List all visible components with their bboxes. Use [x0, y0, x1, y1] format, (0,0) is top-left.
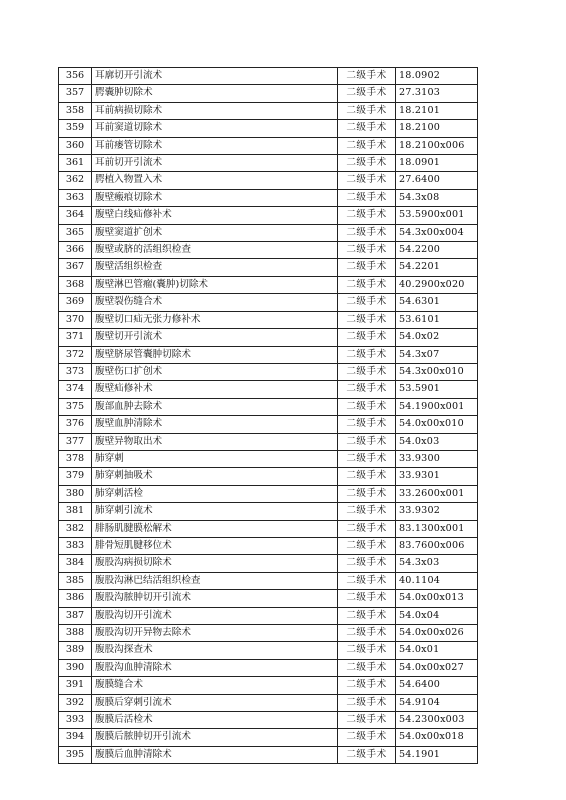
procedure-code-cell: 18.0902 [396, 68, 478, 85]
table-row [59, 207, 478, 224]
surgery-level-cell: 二级手术 [338, 155, 396, 172]
row-number-cell: 392 [59, 694, 92, 711]
procedure-name-cell: 腹壁白线疝修补术 [92, 207, 338, 224]
row-number-cell: 390 [59, 659, 92, 676]
row-number-cell: 394 [59, 729, 92, 746]
surgery-level-cell: 二级手术 [338, 189, 396, 206]
surgery-level-cell: 二级手术 [338, 537, 396, 554]
row-number-cell: 383 [59, 537, 92, 554]
procedure-name-cell: 腓肠肌腱膜松解术 [92, 520, 338, 537]
surgery-level-cell: 二级手术 [338, 329, 396, 346]
table-row [59, 485, 478, 502]
table-row [59, 450, 478, 467]
row-number-cell: 393 [59, 712, 92, 729]
surgery-level-cell: 二级手术 [338, 85, 396, 102]
surgery-level-cell: 二级手术 [338, 468, 396, 485]
surgery-level-cell: 二级手术 [338, 207, 396, 224]
row-number-cell: 379 [59, 468, 92, 485]
table-row [59, 120, 478, 137]
procedure-name-cell: 腹壁窦道扩创术 [92, 224, 338, 241]
table-row [59, 625, 478, 642]
surgery-level-cell: 二级手术 [338, 677, 396, 694]
row-number-cell: 375 [59, 398, 92, 415]
procedure-code-cell: 54.0x02 [396, 329, 478, 346]
document-page [58, 67, 478, 764]
procedure-name-cell: 腓骨短肌腱移位术 [92, 537, 338, 554]
procedure-table [58, 67, 478, 764]
row-number-cell: 387 [59, 607, 92, 624]
surgery-level-cell: 二级手术 [338, 68, 396, 85]
row-number-cell: 364 [59, 207, 92, 224]
procedure-code-cell: 54.3x08 [396, 189, 478, 206]
row-number-cell: 388 [59, 625, 92, 642]
surgery-level-cell: 二级手术 [338, 102, 396, 119]
procedure-code-cell: 83.1300x001 [396, 520, 478, 537]
row-number-cell: 370 [59, 311, 92, 328]
table-row [59, 224, 478, 241]
procedure-name-cell: 肺穿刺引流术 [92, 503, 338, 520]
row-number-cell: 382 [59, 520, 92, 537]
procedure-name-cell: 腹壁疝修补术 [92, 381, 338, 398]
procedure-name-cell: 耳前切开引流术 [92, 155, 338, 172]
row-number-cell: 373 [59, 363, 92, 380]
procedure-code-cell: 54.3x00x010 [396, 363, 478, 380]
row-number-cell: 377 [59, 433, 92, 450]
procedure-code-cell: 54.2300x003 [396, 712, 478, 729]
procedure-name-cell: 腹壁活组织检查 [92, 259, 338, 276]
table-row [59, 329, 478, 346]
row-number-cell: 378 [59, 450, 92, 467]
surgery-level-cell: 二级手术 [338, 363, 396, 380]
procedure-name-cell: 耳前窦道切除术 [92, 120, 338, 137]
procedure-name-cell: 腹股沟病损切除术 [92, 555, 338, 572]
table-row [59, 363, 478, 380]
table-row [59, 572, 478, 589]
row-number-cell: 380 [59, 485, 92, 502]
procedure-name-cell: 腹壁切开引流术 [92, 329, 338, 346]
table-row [59, 294, 478, 311]
surgery-level-cell: 二级手术 [338, 450, 396, 467]
procedure-name-cell: 腹膜后活检术 [92, 712, 338, 729]
procedure-code-cell: 40.1104 [396, 572, 478, 589]
procedure-code-cell: 54.0x00x010 [396, 416, 478, 433]
row-number-cell: 361 [59, 155, 92, 172]
surgery-level-cell: 二级手术 [338, 381, 396, 398]
table-row [59, 155, 478, 172]
row-number-cell: 366 [59, 242, 92, 259]
procedure-code-cell: 54.1901 [396, 746, 478, 763]
procedure-name-cell: 耳前瘘管切除术 [92, 137, 338, 154]
table-row [59, 416, 478, 433]
surgery-level-cell: 二级手术 [338, 416, 396, 433]
procedure-code-cell: 54.0x00x026 [396, 625, 478, 642]
row-number-cell: 357 [59, 85, 92, 102]
surgery-level-cell: 二级手术 [338, 520, 396, 537]
row-number-cell: 367 [59, 259, 92, 276]
table-row [59, 537, 478, 554]
procedure-code-cell: 18.2100 [396, 120, 478, 137]
procedure-name-cell: 腹壁或脐的活组织检查 [92, 242, 338, 259]
table-row [59, 642, 478, 659]
procedure-name-cell: 腹壁瘢痕切除术 [92, 189, 338, 206]
row-number-cell: 362 [59, 172, 92, 189]
procedure-name-cell: 腹壁淋巴管瘤(囊肿)切除术 [92, 276, 338, 293]
procedure-code-cell: 54.6301 [396, 294, 478, 311]
procedure-code-cell: 33.9300 [396, 450, 478, 467]
procedure-name-cell: 腹壁脐尿管囊肿切除术 [92, 346, 338, 363]
table-row [59, 468, 478, 485]
row-number-cell: 384 [59, 555, 92, 572]
surgery-level-cell: 二级手术 [338, 642, 396, 659]
row-number-cell: 359 [59, 120, 92, 137]
procedure-name-cell: 腹股沟切开异物去除术 [92, 625, 338, 642]
table-row [59, 68, 478, 85]
procedure-name-cell: 腹膜缝合术 [92, 677, 338, 694]
procedure-table-body [59, 68, 478, 764]
procedure-name-cell: 腹股沟脓肿切开引流术 [92, 590, 338, 607]
surgery-level-cell: 二级手术 [338, 555, 396, 572]
procedure-name-cell: 腹股沟淋巴结活组织检查 [92, 572, 338, 589]
procedure-code-cell: 53.6101 [396, 311, 478, 328]
procedure-name-cell: 腹壁裂伤缝合术 [92, 294, 338, 311]
table-row [59, 659, 478, 676]
table-row [59, 677, 478, 694]
row-number-cell: 395 [59, 746, 92, 763]
procedure-code-cell: 54.6400 [396, 677, 478, 694]
row-number-cell: 369 [59, 294, 92, 311]
surgery-level-cell: 二级手术 [338, 242, 396, 259]
table-row [59, 137, 478, 154]
table-row [59, 712, 478, 729]
row-number-cell: 360 [59, 137, 92, 154]
procedure-name-cell: 腹膜后血肿清除术 [92, 746, 338, 763]
table-row [59, 381, 478, 398]
table-row [59, 590, 478, 607]
surgery-level-cell: 二级手术 [338, 625, 396, 642]
surgery-level-cell: 二级手术 [338, 137, 396, 154]
procedure-code-cell: 33.9302 [396, 503, 478, 520]
procedure-name-cell: 腹膜后穿刺引流术 [92, 694, 338, 711]
procedure-code-cell: 54.0x00x013 [396, 590, 478, 607]
surgery-level-cell: 二级手术 [338, 694, 396, 711]
table-row [59, 276, 478, 293]
procedure-name-cell: 腹股沟探查术 [92, 642, 338, 659]
surgery-level-cell: 二级手术 [338, 712, 396, 729]
surgery-level-cell: 二级手术 [338, 294, 396, 311]
table-row [59, 85, 478, 102]
procedure-name-cell: 耳前病损切除术 [92, 102, 338, 119]
surgery-level-cell: 二级手术 [338, 346, 396, 363]
row-number-cell: 381 [59, 503, 92, 520]
procedure-code-cell: 54.9104 [396, 694, 478, 711]
procedure-code-cell: 54.3x03 [396, 555, 478, 572]
table-row [59, 729, 478, 746]
procedure-code-cell: 54.0x00x018 [396, 729, 478, 746]
row-number-cell: 372 [59, 346, 92, 363]
table-row [59, 433, 478, 450]
procedure-name-cell: 腭植入物置入术 [92, 172, 338, 189]
procedure-code-cell: 54.0x00x027 [396, 659, 478, 676]
procedure-name-cell: 腹壁异物取出术 [92, 433, 338, 450]
procedure-name-cell: 腹壁伤口扩创术 [92, 363, 338, 380]
surgery-level-cell: 二级手术 [338, 276, 396, 293]
table-row [59, 503, 478, 520]
row-number-cell: 368 [59, 276, 92, 293]
surgery-level-cell: 二级手术 [338, 746, 396, 763]
procedure-code-cell: 53.5900x001 [396, 207, 478, 224]
procedure-code-cell: 54.2201 [396, 259, 478, 276]
procedure-name-cell: 腭囊肿切除术 [92, 85, 338, 102]
table-row [59, 172, 478, 189]
row-number-cell: 389 [59, 642, 92, 659]
procedure-code-cell: 54.1900x001 [396, 398, 478, 415]
surgery-level-cell: 二级手术 [338, 172, 396, 189]
surgery-level-cell: 二级手术 [338, 398, 396, 415]
procedure-code-cell: 33.2600x001 [396, 485, 478, 502]
table-row [59, 259, 478, 276]
surgery-level-cell: 二级手术 [338, 433, 396, 450]
surgery-level-cell: 二级手术 [338, 311, 396, 328]
table-row [59, 520, 478, 537]
row-number-cell: 391 [59, 677, 92, 694]
procedure-name-cell: 腹部血肿去除术 [92, 398, 338, 415]
table-row [59, 102, 478, 119]
surgery-level-cell: 二级手术 [338, 485, 396, 502]
row-number-cell: 374 [59, 381, 92, 398]
procedure-name-cell: 腹膜后脓肿切开引流术 [92, 729, 338, 746]
procedure-code-cell: 18.2100x006 [396, 137, 478, 154]
procedure-name-cell: 耳廓切开引流术 [92, 68, 338, 85]
row-number-cell: 365 [59, 224, 92, 241]
procedure-code-cell: 27.6400 [396, 172, 478, 189]
procedure-code-cell: 54.0x04 [396, 607, 478, 624]
row-number-cell: 363 [59, 189, 92, 206]
surgery-level-cell: 二级手术 [338, 259, 396, 276]
table-row [59, 694, 478, 711]
procedure-code-cell: 54.3x00x004 [396, 224, 478, 241]
procedure-code-cell: 40.2900x020 [396, 276, 478, 293]
surgery-level-cell: 二级手术 [338, 590, 396, 607]
table-row [59, 189, 478, 206]
surgery-level-cell: 二级手术 [338, 659, 396, 676]
procedure-code-cell: 54.0x03 [396, 433, 478, 450]
row-number-cell: 356 [59, 68, 92, 85]
surgery-level-cell: 二级手术 [338, 503, 396, 520]
procedure-code-cell: 53.5901 [396, 381, 478, 398]
procedure-code-cell: 18.0901 [396, 155, 478, 172]
procedure-name-cell: 肺穿刺活检 [92, 485, 338, 502]
procedure-code-cell: 54.0x01 [396, 642, 478, 659]
table-row [59, 746, 478, 763]
row-number-cell: 376 [59, 416, 92, 433]
procedure-name-cell: 腹壁切口疝无张力修补术 [92, 311, 338, 328]
surgery-level-cell: 二级手术 [338, 224, 396, 241]
row-number-cell: 358 [59, 102, 92, 119]
procedure-name-cell: 肺穿刺抽吸术 [92, 468, 338, 485]
procedure-code-cell: 83.7600x006 [396, 537, 478, 554]
row-number-cell: 385 [59, 572, 92, 589]
surgery-level-cell: 二级手术 [338, 607, 396, 624]
procedure-name-cell: 腹壁血肿清除术 [92, 416, 338, 433]
table-row [59, 346, 478, 363]
surgery-level-cell: 二级手术 [338, 572, 396, 589]
table-row [59, 398, 478, 415]
table-row [59, 607, 478, 624]
procedure-name-cell: 腹股沟血肿清除术 [92, 659, 338, 676]
procedure-name-cell: 肺穿刺 [92, 450, 338, 467]
procedure-code-cell: 54.3x07 [396, 346, 478, 363]
row-number-cell: 371 [59, 329, 92, 346]
procedure-code-cell: 18.2101 [396, 102, 478, 119]
procedure-code-cell: 33.9301 [396, 468, 478, 485]
table-row [59, 555, 478, 572]
surgery-level-cell: 二级手术 [338, 729, 396, 746]
table-row [59, 311, 478, 328]
procedure-name-cell: 腹股沟切开引流术 [92, 607, 338, 624]
row-number-cell: 386 [59, 590, 92, 607]
surgery-level-cell: 二级手术 [338, 120, 396, 137]
procedure-code-cell: 27.3103 [396, 85, 478, 102]
procedure-code-cell: 54.2200 [396, 242, 478, 259]
table-row [59, 242, 478, 259]
